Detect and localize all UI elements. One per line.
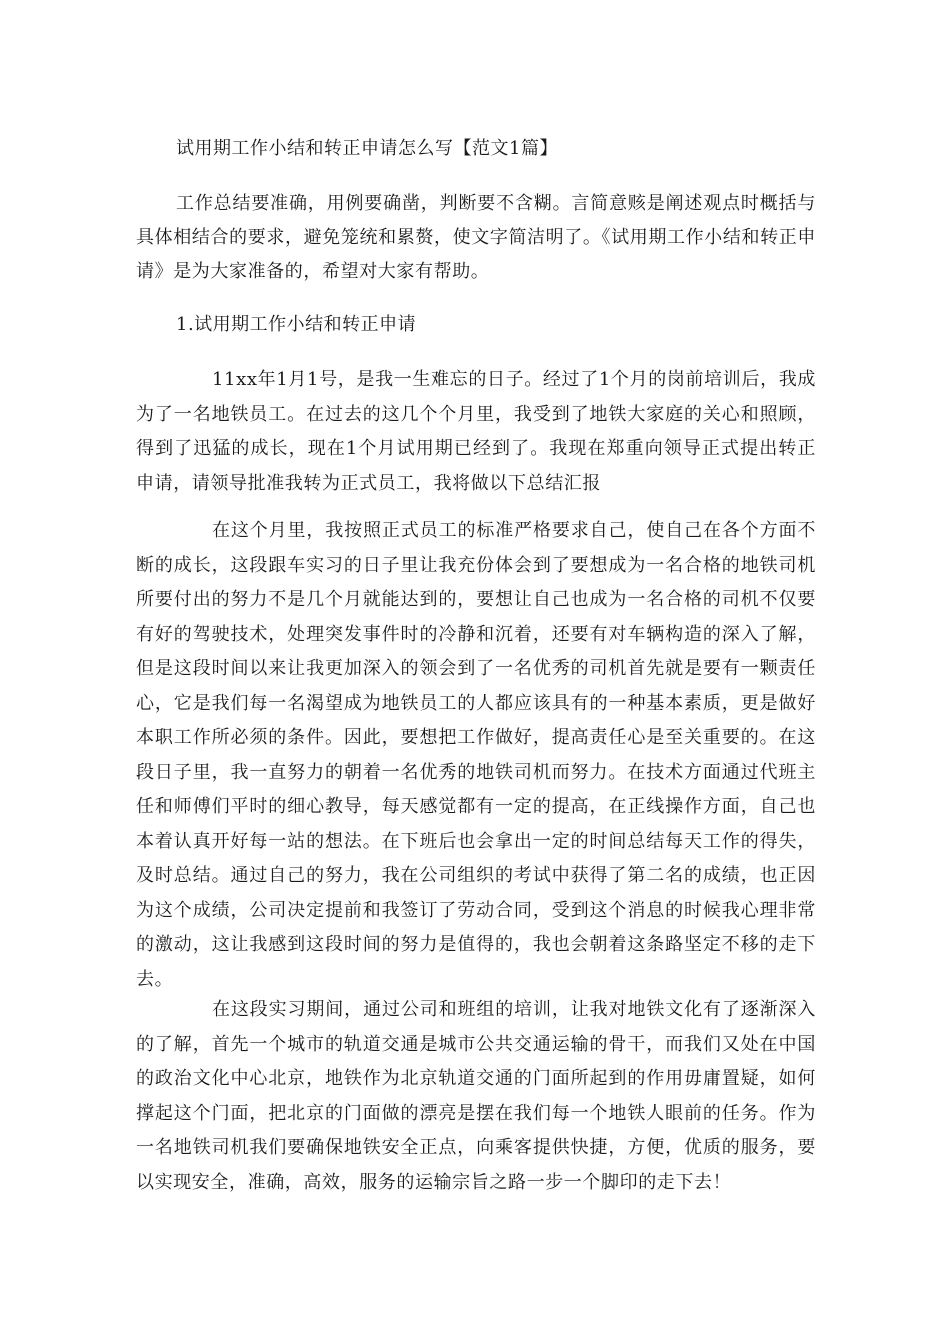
body-paragraph: 11xx年1月1号，是我一生难忘的日子。经过了1个月的岗前培训后，我成为了一名地铁员工。在过去的这几个个月里，我受到了地铁大家庭的关心和照顾，得到了迅猛的成长，现在1个月试用期已经到了。我现在郑重向领导正式提出转正申请，请领导批准我转为正式员工，我将做以下总结汇报	[136, 369, 816, 494]
document-title: 试用期工作小结和转正申请怎么写【范文1篇】	[176, 138, 558, 159]
section-heading: 1.试用期工作小结和转正申请	[176, 314, 417, 335]
body-paragraph: 在这个月里，我按照正式员工的标准严格要求自己，使自己在各个方面不断的成长，这段跟车实习的日子里让我充份体会到了要想成为一名合格的地铁司机所要付出的努力不是几个月就能达到的，要想让自己也成为一名合格的司机不仅要有好的驾驶技术，处理突发事件时的冷静和沉着，还要有对车辆构造的深入了解，但是这段时间以来让我更加深入的领会到了一名优秀的司机首先就是要有一颗责任心，它是我们每一名渴望成为地铁员工的人都应该具有的一种基本素质，更是做好本职工作所必须的条件。因此，要想把工作做好，提高责任心是至关重要的。在这段日子里，我一直努力的朝着一名优秀的地铁司机而努力。在技术方面通过代班主任和师傅们平时的细心教导，每天感觉都有一定的提高，在正线操作方面，自己也本着认真开好每一站的想法。在下班后也会拿出一定的时间总结每天工作的得失，及时总结。通过自己的努力，我在公司组织的考试中获得了第二名的成绩，也正因为这个成绩，公司决定提前和我签订了劳动合同，受到这个消息的时候我心理非常的激动，这让我感到这段时间的努力是值得的，我也会朝着这条路坚定不移的走下去。	[136, 520, 816, 990]
body-paragraph: 在这段实习期间，通过公司和班组的培训，让我对地铁文化有了逐渐深入的了解，首先一个城市的轨道交通是城市公共交通运输的骨干，而我们又处在中国的政治文化中心北京，地铁作为北京轨道交通的门面所起到的作用毋庸置疑，如何撑起这个门面，把北京的门面做的漂亮是摆在我们每一个地铁人眼前的任务。作为一名地铁司机我们要确保地铁安全正点，向乘客提供快捷，方便，优质的服务，要以实现安全，准确，高效，服务的运输宗旨之路一步一个脚印的走下去！	[136, 999, 816, 1193]
intro-paragraph: 工作总结要准确，用例要确凿，判断要不含糊。言简意赅是阐述观点时概括与具体相结合的要求，避免笼统和累赘，使文字简洁明了。《试用期工作小结和转正申请》是为大家准备的，希望对大家有帮助。	[136, 193, 816, 282]
